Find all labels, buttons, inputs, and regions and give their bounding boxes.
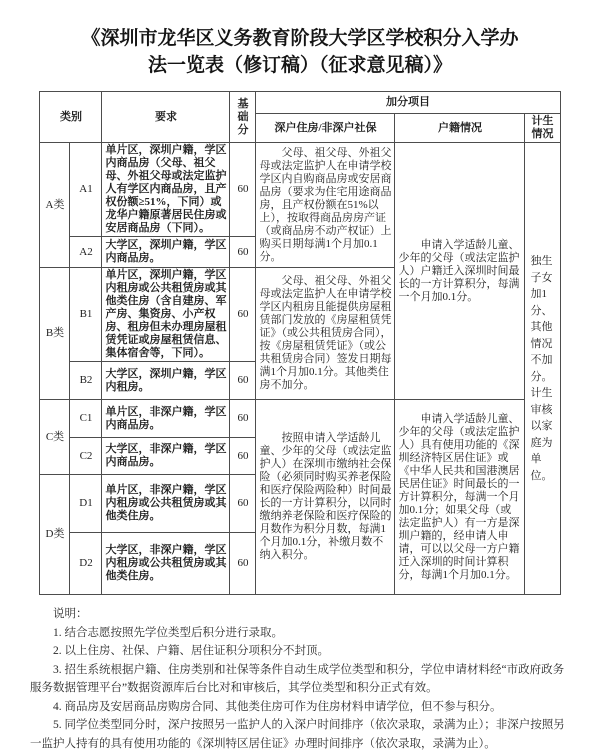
header-family-planning: 计生情况 (525, 114, 560, 143)
group-label-d: D类 (40, 475, 70, 595)
row-code: B1 (70, 268, 102, 362)
header-category: 类别 (40, 92, 102, 143)
row-requirement: 单片区，非深户籍，学区内商品房。 (102, 400, 230, 438)
admission-points-table (39, 91, 560, 595)
row-base-score: 60 (230, 268, 256, 362)
row-base-score: 60 (230, 400, 256, 438)
page-title (0, 0, 600, 79)
row-requirement: 大学区，非深户籍，学区内商品房。 (102, 438, 230, 475)
note-item-4: 4. 商品房及安居商品房购房合同、其他类住房可作为住房材料申请学位，但不参与积分。 (53, 700, 502, 713)
bonus-household-ab: 申请入学适龄儿童、少年的父母（或法定监护人）户籍迁入深圳时间最长的一方计算积分，每满一个月加0.1分。 (395, 143, 525, 400)
header-row-1 (40, 92, 560, 114)
note-item-2: 2. 以上住房、社保、户籍、居住证积分项积分不封顶。 (53, 645, 329, 657)
row-requirement: 大学区，深圳户籍，学区内租房。 (102, 362, 230, 400)
table-row-a1 (40, 143, 560, 237)
header-requirement: 要求 (102, 92, 230, 143)
row-code: D2 (70, 533, 102, 595)
row-requirement: 单片区，深圳户籍，学区内商品房（父母、祖父母、外祖父母或法定监护人有学区内商品房，且产权份额≥51%，下同）或龙华户籍原著居民住房或安居商品房（下同）。 (102, 143, 230, 237)
notes-section (30, 605, 570, 753)
header-bonus-title: 加分项目 (256, 92, 560, 114)
row-requirement: 单片区，深圳户籍，学区内租房或公共租赁房或其他类住房（含自建房、军产房、集资房、小产权房、租房但未办理房屋租赁凭证或房屋租赁信息、集体宿舍等，下同）。 (102, 268, 230, 362)
bonus-housing-a: 父母、祖父母、外祖父母或法定监护人在申请学校学区内自购商品房或安居商品房（要求为住宅用途商品房，且产权份额在51%以上），按取得商品房房产证（或商品房不动产权证）上购买日期每满1个月加0.1分。 (256, 143, 395, 268)
row-base-score: 60 (230, 438, 256, 475)
note-item-1: 1. 结合志愿按照先学位类型后积分进行录取。 (53, 626, 283, 639)
bonus-housing-b: 父母、祖父母、外祖父母或法定监护人在申请学校学区内租房且能提供房屋租赁部门发放的《房屋租赁凭证》（或公共租赁房合同），按《房屋租赁凭证》（或公共租赁房合同）签发日期每满1个月加0.1分。其他类住房不加分。 (256, 268, 395, 400)
bonus-household-cd: 申请入学适龄儿童、少年的父母（或法定监护人）具有使用功能的《深圳经济特区居住证》或《中华人民共和国港澳居民居住证》时间最长的一方计算积分，每满一个月加0.1分；如果父母（或法定监护人）有一方是深圳户籍的，经申请人申请，可以以父母一方户籍迁入深圳的时间计算积分，每满1个月加0.1分。 (395, 400, 525, 595)
group-label-b: B类 (40, 268, 70, 400)
note-item-3: 3. 招生系统根据户籍、住房类别和社保等条件自动生成学位类型和积分，学位申请材料经“市政府政务服务数据管理平台”数据资源库后台比对和审核后，其学位类型和积分正式有效。 (30, 663, 565, 694)
row-requirement: 大学区，深圳户籍，学区内商品房。 (102, 237, 230, 268)
row-base-score: 60 (230, 475, 256, 533)
header-household: 户籍情况 (395, 114, 525, 143)
row-code: B2 (70, 362, 102, 400)
notes-label: 说明： (53, 608, 88, 620)
row-base-score: 60 (230, 533, 256, 595)
header-base-score: 基础分 (230, 92, 256, 143)
bonus-social-cd: 按照申请入学适龄儿童、少年的父母（或法定监护人）在深圳市缴纳社会保险（必须同时购买养老保险和医疗保险两险种）时间最长的一方计算积分，以同时缴纳养老保险和医疗保险的月数作为积分月数，每满1个月加0.1分，补缴月数不纳入积分。 (256, 400, 395, 595)
row-code: C2 (70, 438, 102, 475)
header-housing-social: 深户住房/非深户社保 (256, 114, 395, 143)
row-code: A2 (70, 237, 102, 268)
row-base-score: 60 (230, 143, 256, 237)
row-base-score: 60 (230, 362, 256, 400)
row-requirement: 单片区，非深户籍，学区内租房或公共租赁房或其他类住房。 (102, 475, 230, 533)
page-title-line2: 法一览表（修订稿）（征求意见稿）》 (147, 55, 452, 76)
group-label-a: A类 (40, 143, 70, 268)
table-row-c1 (40, 400, 560, 438)
row-requirement: 大学区，非深户籍，学区内租房或公共租赁房或其他类住房。 (102, 533, 230, 595)
group-label-c: C类 (40, 400, 70, 475)
row-base-score: 60 (230, 237, 256, 268)
row-code: D1 (70, 475, 102, 533)
page-title-line1: 《深圳市龙华区义务教育阶段大学区学校积分入学办 (81, 28, 519, 49)
row-code: C1 (70, 400, 102, 438)
note-item-5: 5. 同学位类型同分时，深户按照另一监护人的入深户时间排序（依次录取，录满为止）；非深户按照另一监护人持有的具有使用功能的《深圳特区居住证》办理时间排序（依次录取，录满为止）。 (30, 719, 565, 750)
row-code: A1 (70, 143, 102, 237)
bonus-family-planning: 独生子女加1分、其他情况不加分。计生审核以家庭为单位。 (525, 143, 560, 595)
